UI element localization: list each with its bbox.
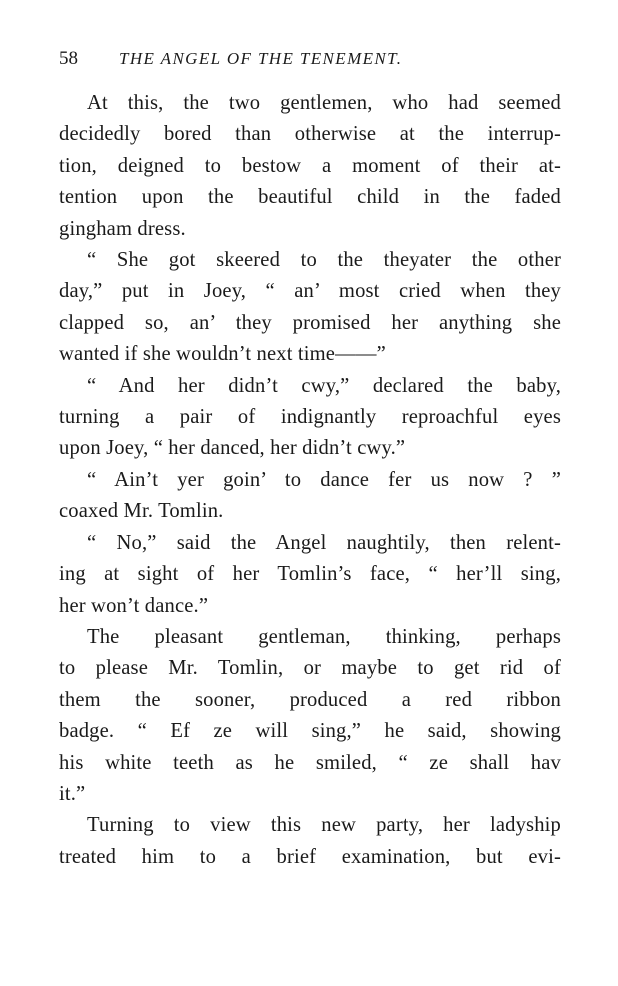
text-line: treated him to a brief examination, but evi- (59, 845, 561, 868)
text-line: badge. “ Ef ze will sing,” he said, showing (59, 720, 561, 743)
running-header (59, 48, 561, 78)
text-line: tention upon the beautiful child in the faded (59, 186, 561, 209)
running-title: THE ANGEL OF THE TENEMENT. (119, 49, 403, 68)
text-line: turning a pair of indignantly reproachful eyes (59, 406, 561, 429)
text-line: her won’t dance.” (59, 594, 209, 617)
text-line: At this, the two gentlemen, who had seemed (87, 92, 561, 114)
text-line: ing at sight of her Tomlin’s face, “ her’ll sing, (59, 563, 561, 586)
paragraph-6 (59, 622, 561, 810)
paragraph-2 (59, 245, 561, 371)
text-line: them the sooner, produced a red ribbon (59, 688, 561, 711)
text-line: gingham dress. (59, 217, 186, 240)
text-line: upon Joey, “ her danced, her didn’t cwy.” (59, 437, 406, 460)
text-line: it.” (59, 782, 86, 805)
paragraph-4 (59, 465, 561, 528)
paragraph-1 (59, 88, 561, 245)
paragraph-5 (59, 528, 561, 622)
text-line: tion, deigned to bestow a moment of their at- (59, 154, 561, 177)
paragraph-3 (59, 371, 561, 465)
page-body (59, 88, 561, 873)
text-line: to please Mr. Tomlin, or maybe to get rid of (59, 657, 561, 680)
text-line: Turning to view this new party, her ladyship (87, 814, 561, 837)
text-line: “ No,” said the Angel naughtily, then relent- (87, 531, 561, 554)
text-line: The pleasant gentleman, thinking, perhaps (87, 625, 561, 648)
text-line: wanted if she wouldn’t next time——” (59, 343, 386, 366)
text-line: decidedly bored than otherwise at the interrup- (59, 123, 561, 146)
paragraph-7 (59, 810, 561, 873)
text-line: “ Ain’t yer goin’ to dance fer us now ? ” (87, 468, 561, 491)
text-line: coaxed Mr. Tomlin. (59, 500, 224, 523)
text-line: “ And her didn’t cwy,” declared the baby, (87, 374, 561, 397)
text-line: clapped so, an’ they promised her anything she (59, 311, 561, 334)
text-line: “ She got skeered to the theyater the other (87, 249, 561, 272)
text-line: day,” put in Joey, “ an’ most cried when they (59, 280, 561, 303)
book-page (59, 48, 561, 873)
page-number: 58 (59, 48, 78, 69)
text-line: his white teeth as he smiled, “ ze shall hav (59, 751, 561, 774)
